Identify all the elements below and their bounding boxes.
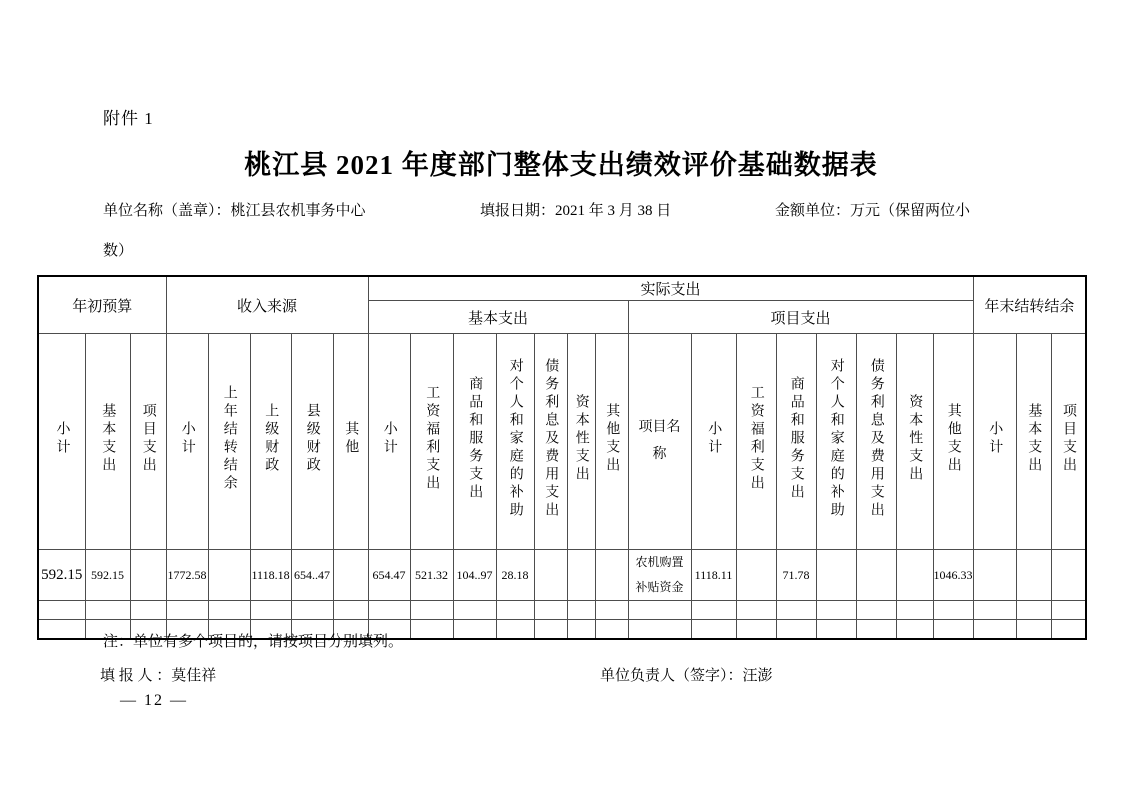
- table-cell: [595, 620, 628, 640]
- column-header-label: 县级财政: [304, 403, 320, 475]
- group-header-initial-budget: 年初预算: [38, 276, 166, 334]
- column-header-label: 项目支出: [140, 403, 156, 475]
- column-header: [166, 334, 208, 550]
- column-header-project-name: [628, 334, 691, 550]
- table-cell: [333, 601, 368, 620]
- report-date-label: 填报日期：2021 年 3 月 38 日: [480, 203, 672, 219]
- table-cell: 592.15: [85, 550, 130, 601]
- table-cell: 1772.58: [166, 550, 208, 601]
- table-cell: 654..47: [291, 550, 333, 601]
- responsible-signature-line: 单位负责人（签字）：汪澎: [600, 668, 773, 684]
- column-header: [1051, 334, 1086, 550]
- column-header: [691, 334, 736, 550]
- column-header-label: 其他支出: [945, 403, 961, 475]
- column-header-label: 小计: [987, 421, 1003, 457]
- column-header: [208, 334, 250, 550]
- table-cell: [896, 601, 933, 620]
- column-header: [291, 334, 333, 550]
- table-cell: [595, 601, 628, 620]
- column-header-label: 小计: [381, 421, 397, 457]
- column-header: [973, 334, 1016, 550]
- table-row: [38, 550, 1086, 601]
- column-header: [38, 334, 85, 550]
- table-column-header-row: [38, 334, 1086, 550]
- table-cell: [368, 601, 410, 620]
- column-header: [1016, 334, 1051, 550]
- table-cell: [85, 601, 130, 620]
- table-cell: [1051, 601, 1086, 620]
- column-header-label: 其他支出: [604, 403, 620, 475]
- table-cell: [38, 601, 85, 620]
- column-header-label: 项目名称: [638, 419, 681, 462]
- amount-unit-label: 金额单位：万元（保留两位小: [775, 203, 971, 219]
- unit-name-label: 单位名称（盖章）：桃江县农机事务中心: [103, 203, 366, 219]
- table-cell: 521.32: [410, 550, 453, 601]
- table-cell: [567, 620, 595, 640]
- table-cell: 28.18: [496, 550, 534, 601]
- table-cell: [1051, 550, 1086, 601]
- table-cell: [933, 620, 973, 640]
- table-cell: [816, 620, 856, 640]
- column-header-label: 工资福利支出: [748, 385, 764, 493]
- table-cell: [567, 550, 595, 601]
- table-cell: [856, 620, 896, 640]
- table-cell: [534, 550, 567, 601]
- table-cell: [691, 601, 736, 620]
- column-header: [567, 334, 595, 550]
- table-cell: 592.15: [38, 550, 85, 601]
- table-cell: [410, 601, 453, 620]
- table-cell: [896, 620, 933, 640]
- column-header: [816, 334, 856, 550]
- column-header-label: 其他: [343, 421, 359, 457]
- table-cell: [736, 550, 776, 601]
- table-group-header-row: [38, 276, 1086, 301]
- table-cell: [691, 620, 736, 640]
- table-cell: 1118.11: [691, 550, 736, 601]
- table-cell: 1046.33: [933, 550, 973, 601]
- table-note: 注：单位有多个项目的，请按项目分别填列。: [103, 634, 404, 650]
- column-header: [333, 334, 368, 550]
- table-cell: [933, 601, 973, 620]
- column-header-label: 小计: [706, 421, 722, 457]
- column-header: [85, 334, 130, 550]
- column-header-label: 资本性支出: [573, 394, 589, 484]
- column-header-label: 债务利息及费用支出: [868, 358, 884, 520]
- column-header-label: 项目支出: [1061, 403, 1077, 475]
- column-header: [250, 334, 291, 550]
- table-cell: [496, 620, 534, 640]
- table-cell: [453, 620, 496, 640]
- table-cell: [38, 620, 85, 640]
- table-cell: [973, 620, 1016, 640]
- column-header-label: 资本性支出: [907, 394, 923, 484]
- group-header-income-source: 收入来源: [166, 276, 368, 334]
- table-cell: [973, 601, 1016, 620]
- table-cell: [496, 601, 534, 620]
- table-cell: [534, 620, 567, 640]
- table-body: [38, 550, 1086, 640]
- table-cell: [567, 601, 595, 620]
- table-cell: [1016, 601, 1051, 620]
- subgroup-header-basic-expenditure: 基本支出: [368, 301, 628, 334]
- table-cell: [208, 601, 250, 620]
- table-cell: [291, 601, 333, 620]
- group-header-year-end-balance: 年末结转结余: [973, 276, 1086, 334]
- column-header: [534, 334, 567, 550]
- column-header: [595, 334, 628, 550]
- column-header-label: 基本支出: [100, 403, 116, 475]
- table-cell: [856, 550, 896, 601]
- table-cell: [628, 601, 691, 620]
- column-header: [896, 334, 933, 550]
- group-header-actual-expenditure: 实际支出: [368, 276, 973, 301]
- table-cell: [166, 601, 208, 620]
- page-number: — 12 —: [120, 692, 188, 709]
- table-cell: [776, 620, 816, 640]
- table-cell: [130, 550, 166, 601]
- table-row: [38, 601, 1086, 620]
- table-cell: [973, 550, 1016, 601]
- table-cell: 71.78: [776, 550, 816, 601]
- subgroup-header-project-expenditure: 项目支出: [628, 301, 973, 334]
- table-cell: [816, 550, 856, 601]
- column-header-label: 基本支出: [1026, 403, 1042, 475]
- table-cell: [816, 601, 856, 620]
- column-header-label: 上年结转结余: [221, 385, 237, 493]
- filler-name-line: 填 报 人 ：莫佳祥: [100, 668, 217, 684]
- table-cell: 农机购置补贴资金: [628, 550, 691, 601]
- column-header-label: 债务利息及费用支出: [543, 358, 559, 520]
- column-header-label: 小计: [54, 421, 70, 457]
- table-cell: [736, 620, 776, 640]
- table-cell: [595, 550, 628, 601]
- table-cell: [453, 601, 496, 620]
- column-header: [933, 334, 973, 550]
- column-header: [496, 334, 534, 550]
- column-header: [776, 334, 816, 550]
- column-header-label: 对个人和家庭的补助: [828, 358, 844, 520]
- performance-data-table: [37, 275, 1087, 640]
- table-cell: [410, 620, 453, 640]
- column-header: [856, 334, 896, 550]
- page-title: 桃江县 2021 年度部门整体支出绩效评价基础数据表: [244, 150, 878, 180]
- column-header: [368, 334, 410, 550]
- table-cell: [534, 601, 567, 620]
- table-cell: [208, 550, 250, 601]
- table-cell: [628, 620, 691, 640]
- column-header: [130, 334, 166, 550]
- table-cell: [1016, 550, 1051, 601]
- column-header-label: 商品和服务支出: [467, 376, 483, 502]
- table-cell: [896, 550, 933, 601]
- table-cell: [776, 601, 816, 620]
- column-header-label: 对个人和家庭的补助: [507, 358, 523, 520]
- column-header: [736, 334, 776, 550]
- table-cell: [250, 601, 291, 620]
- table-cell: [130, 601, 166, 620]
- table-cell: [1016, 620, 1051, 640]
- column-header-label: 小计: [179, 421, 195, 457]
- table-cell: 1118.18: [250, 550, 291, 601]
- table-cell: [333, 550, 368, 601]
- column-header: [410, 334, 453, 550]
- table-cell: [1051, 620, 1086, 640]
- table-cell: 654.47: [368, 550, 410, 601]
- table-cell: [736, 601, 776, 620]
- column-header-label: 工资福利支出: [424, 385, 440, 493]
- column-header: [453, 334, 496, 550]
- column-header-label: 商品和服务支出: [788, 376, 804, 502]
- attachment-label: 附件 1: [103, 109, 154, 128]
- column-header-label: 上级财政: [263, 403, 279, 475]
- table-cell: [856, 601, 896, 620]
- table-cell: 104..97: [453, 550, 496, 601]
- amount-unit-label-wrap: 数）: [103, 243, 134, 259]
